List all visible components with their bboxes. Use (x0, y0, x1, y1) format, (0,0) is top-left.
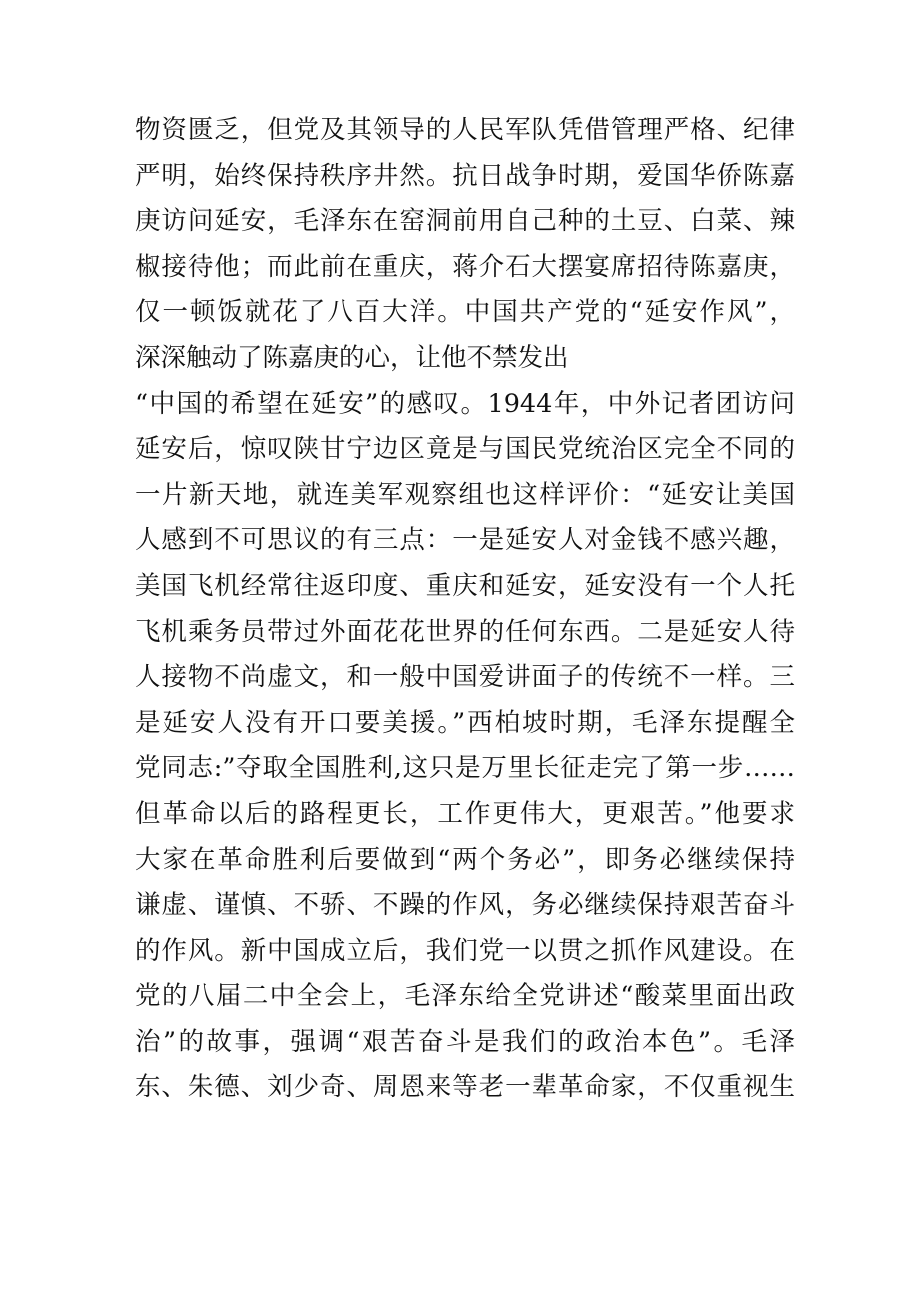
text-line: 人接物不尚虚文，和一般中国爱讲面子的传统不一样。三 (135, 662, 795, 693)
text-line: 椒接待他；而此前在重庆，蒋介石大摆宴席招待陈嘉庚， (135, 251, 795, 282)
text-line: “中国的希望在延安”的感叹。1944年，中外记者团访问 (135, 388, 795, 419)
text-line: 延安后，惊叹陕甘宁边区竟是与国民党统治区完全不同的 (135, 434, 795, 465)
text-line: 治”的故事，强调“艰苦奋斗是我们的政治本色”。毛泽 (135, 1026, 795, 1057)
text-line: 的作风。新中国成立后，我们党一以贯之抓作风建设。在 (135, 935, 795, 966)
text-line: 深深触动了陈嘉庚的心，让他不禁发出 (135, 342, 569, 373)
text-line: 东、朱德、刘少奇、周恩来等老一辈革命家，不仅重视生 (135, 1072, 795, 1103)
text-line: 谦虚、谨慎、不骄、不躁的作风，务必继续保持艰苦奋斗 (135, 890, 795, 921)
text-line: 飞机乘务员带过外面花花世界的任何东西。二是延安人待 (135, 616, 795, 647)
text-line: 人感到不可思议的有三点：一是延安人对金钱不感兴趣， (135, 525, 795, 556)
text-line: 党的八届二中全会上，毛泽东给全党讲述“酸菜里面出政 (135, 981, 795, 1012)
text-line: 大家在革命胜利后要做到“两个务必”，即务必继续保持 (135, 844, 795, 875)
text-line: 是延安人没有开口要美援。”西柏坡时期，毛泽东提醒全 (135, 707, 795, 738)
text-line: 但革命以后的路程更长，工作更伟大，更艰苦。”他要求 (135, 798, 795, 829)
text-line: 物资匮乏，但党及其领导的人民军队凭借管理严格、纪律 (135, 115, 795, 145)
text-line: 庚访问延安，毛泽东在窑洞前用自己种的土豆、白菜、辣 (135, 206, 795, 237)
text-line: 美国飞机经常往返印度、重庆和延安，延安没有一个人托 (135, 570, 795, 601)
text-line: 仅一顿饭就花了八百大洋。中国共产党的“延安作风”， (135, 297, 795, 328)
text-line: 严明，始终保持秩序井然。抗日战争时期，爱国华侨陈嘉 (135, 160, 795, 191)
text-line: 一片新天地，就连美军观察组也这样评价：“延安让美国 (135, 479, 795, 510)
text-line: 党同志:”夺取全国胜利,这只是万里长征走完了第一步…… (135, 753, 795, 784)
body-text (135, 108, 795, 1111)
